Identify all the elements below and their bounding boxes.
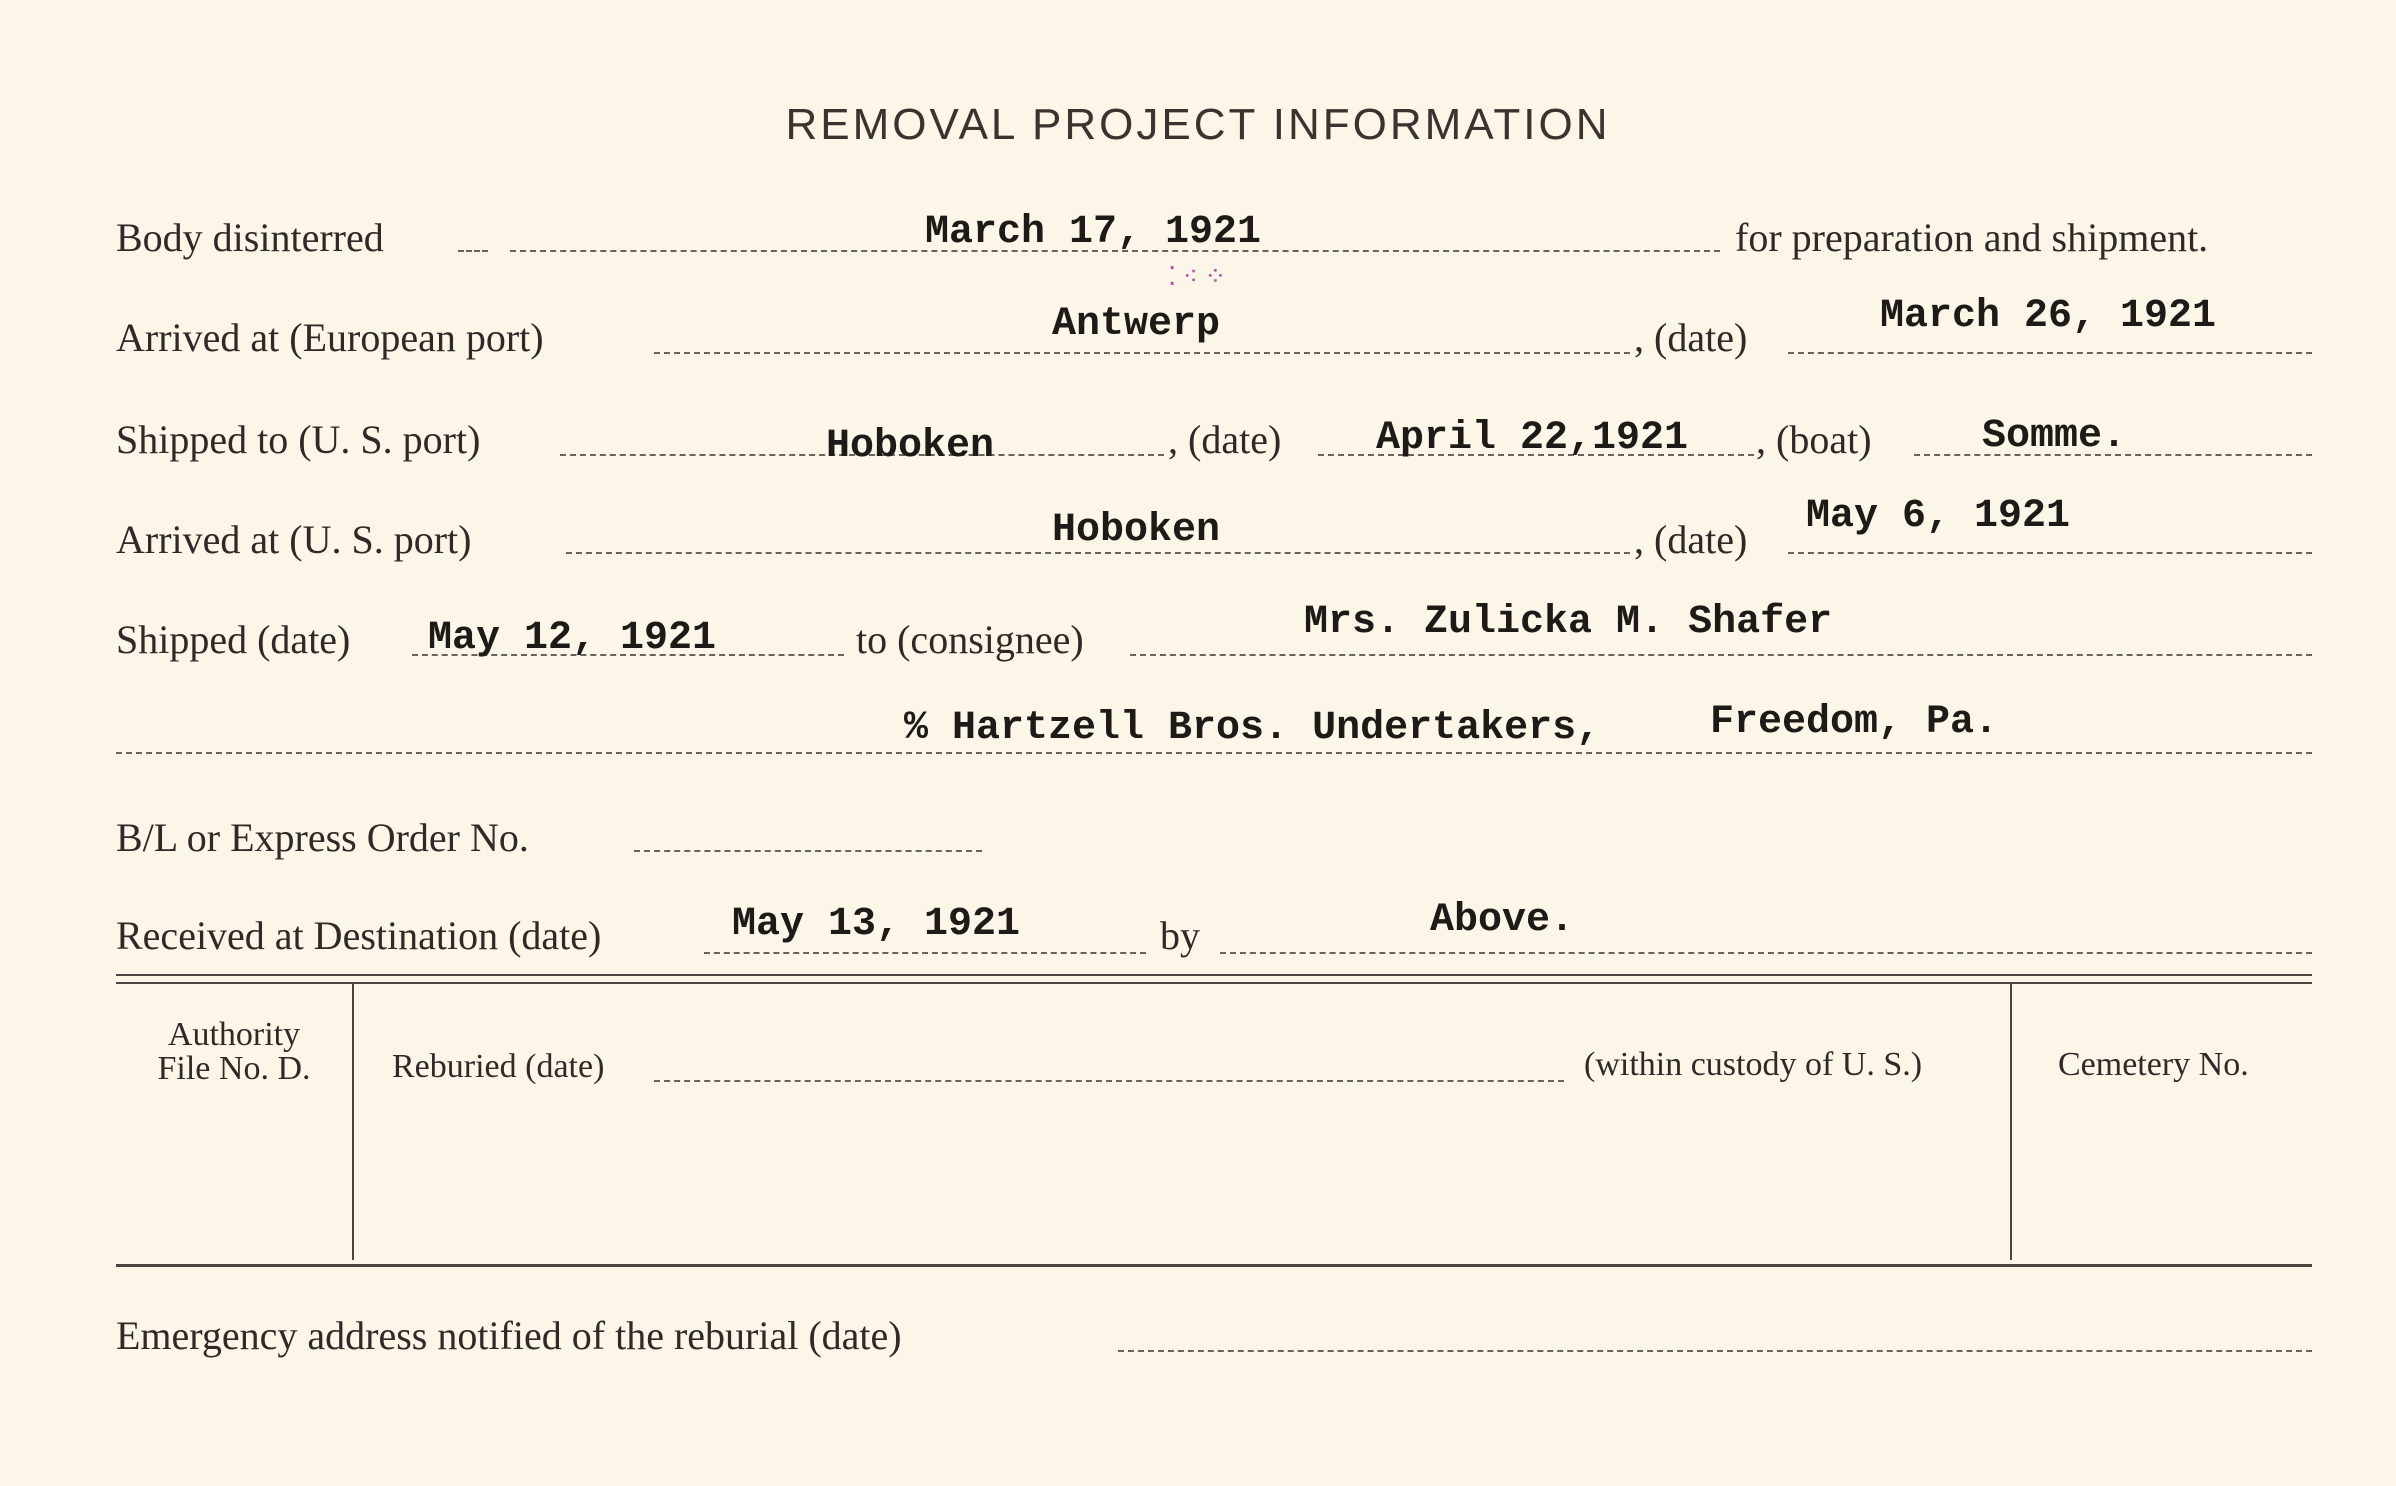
shipped-date: May 12, 1921 <box>428 616 717 661</box>
arrived-european-date: March 26, 1921 <box>1880 294 2217 339</box>
arrived-european-line <box>654 352 1630 354</box>
received-date: May 13, 1921 <box>732 902 1021 947</box>
disinterred-label: Body disinterred <box>116 215 384 260</box>
emergency-label: Emergency address notified of the reburial (date) <box>116 1313 902 1358</box>
arrived-us-date-line <box>1788 552 2312 554</box>
card-title: REMOVAL PROJECT INFORMATION <box>785 100 1611 149</box>
arrived-us-date-label: , (date) <box>1634 517 1748 562</box>
shipped-us-boat-label: , (boat) <box>1756 417 1872 462</box>
arrived-european-label: Arrived at (European port) <box>116 315 544 360</box>
table-divider-left <box>352 984 354 1260</box>
consignee-city: Freedom, Pa. <box>1710 700 1999 745</box>
received-label: Received at Destination (date) <box>116 913 602 958</box>
table-top-rule-1 <box>116 974 2312 976</box>
custody-label: (within custody of U. S.) <box>1584 1046 1923 1083</box>
disinterred-suffix: for preparation and shipment. <box>1735 215 2209 260</box>
shipped-us-boat: Somme. <box>1982 414 2127 459</box>
arrived-us-label: Arrived at (U. S. port) <box>116 517 472 562</box>
arrived-european-port: Antwerp <box>1052 302 1221 347</box>
consignee-name: Mrs. Zulicka M. Shafer <box>1304 600 1833 645</box>
table-bottom-rule <box>116 1264 2312 1267</box>
authority-label-line1: Authority <box>167 1016 301 1053</box>
shipped-us-date: April 22,1921 <box>1376 416 1689 461</box>
emergency-line <box>1118 1350 2312 1352</box>
received-by: Above. <box>1430 898 1575 943</box>
shipped-us-port: Hoboken <box>826 424 995 469</box>
received-by-line <box>1220 952 2312 954</box>
authority-label-line2: File No. D. <box>157 1050 311 1087</box>
arrived-us-port: Hoboken <box>1052 508 1221 553</box>
shipped-us-date-label: , (date) <box>1168 417 1282 462</box>
consignee-line-2 <box>116 752 2312 754</box>
shipped-us-label: Shipped to (U. S. port) <box>116 417 481 462</box>
reburied-label: Reburied (date) <box>392 1048 605 1085</box>
consignee-line <box>1130 654 2312 656</box>
disinterred-value: March 17, 1921 <box>925 210 1262 255</box>
received-date-line <box>704 952 1146 954</box>
cemetery-label: Cemetery No. <box>2058 1046 2249 1083</box>
table-divider-right <box>2010 984 2012 1260</box>
shipped-date-label: Shipped (date) <box>116 617 351 662</box>
table-top-rule-2 <box>116 982 2312 984</box>
disinterred-leader <box>458 250 488 252</box>
arrived-european-date-label: , (date) <box>1634 315 1748 360</box>
arrived-european-date-line <box>1788 352 2312 354</box>
consignee-label: to (consignee) <box>856 617 1084 662</box>
received-by-label: by <box>1160 913 1200 958</box>
bl-label: B/L or Express Order No. <box>116 815 529 860</box>
reburied-line <box>654 1080 1564 1082</box>
arrived-us-date: May 6, 1921 <box>1806 494 2071 539</box>
consignee-address: % Hartzell Bros. Undertakers, <box>904 706 1601 751</box>
bl-line <box>634 850 982 852</box>
ink-mark: ⁚ ⁖ ⁘ <box>1168 262 1227 291</box>
